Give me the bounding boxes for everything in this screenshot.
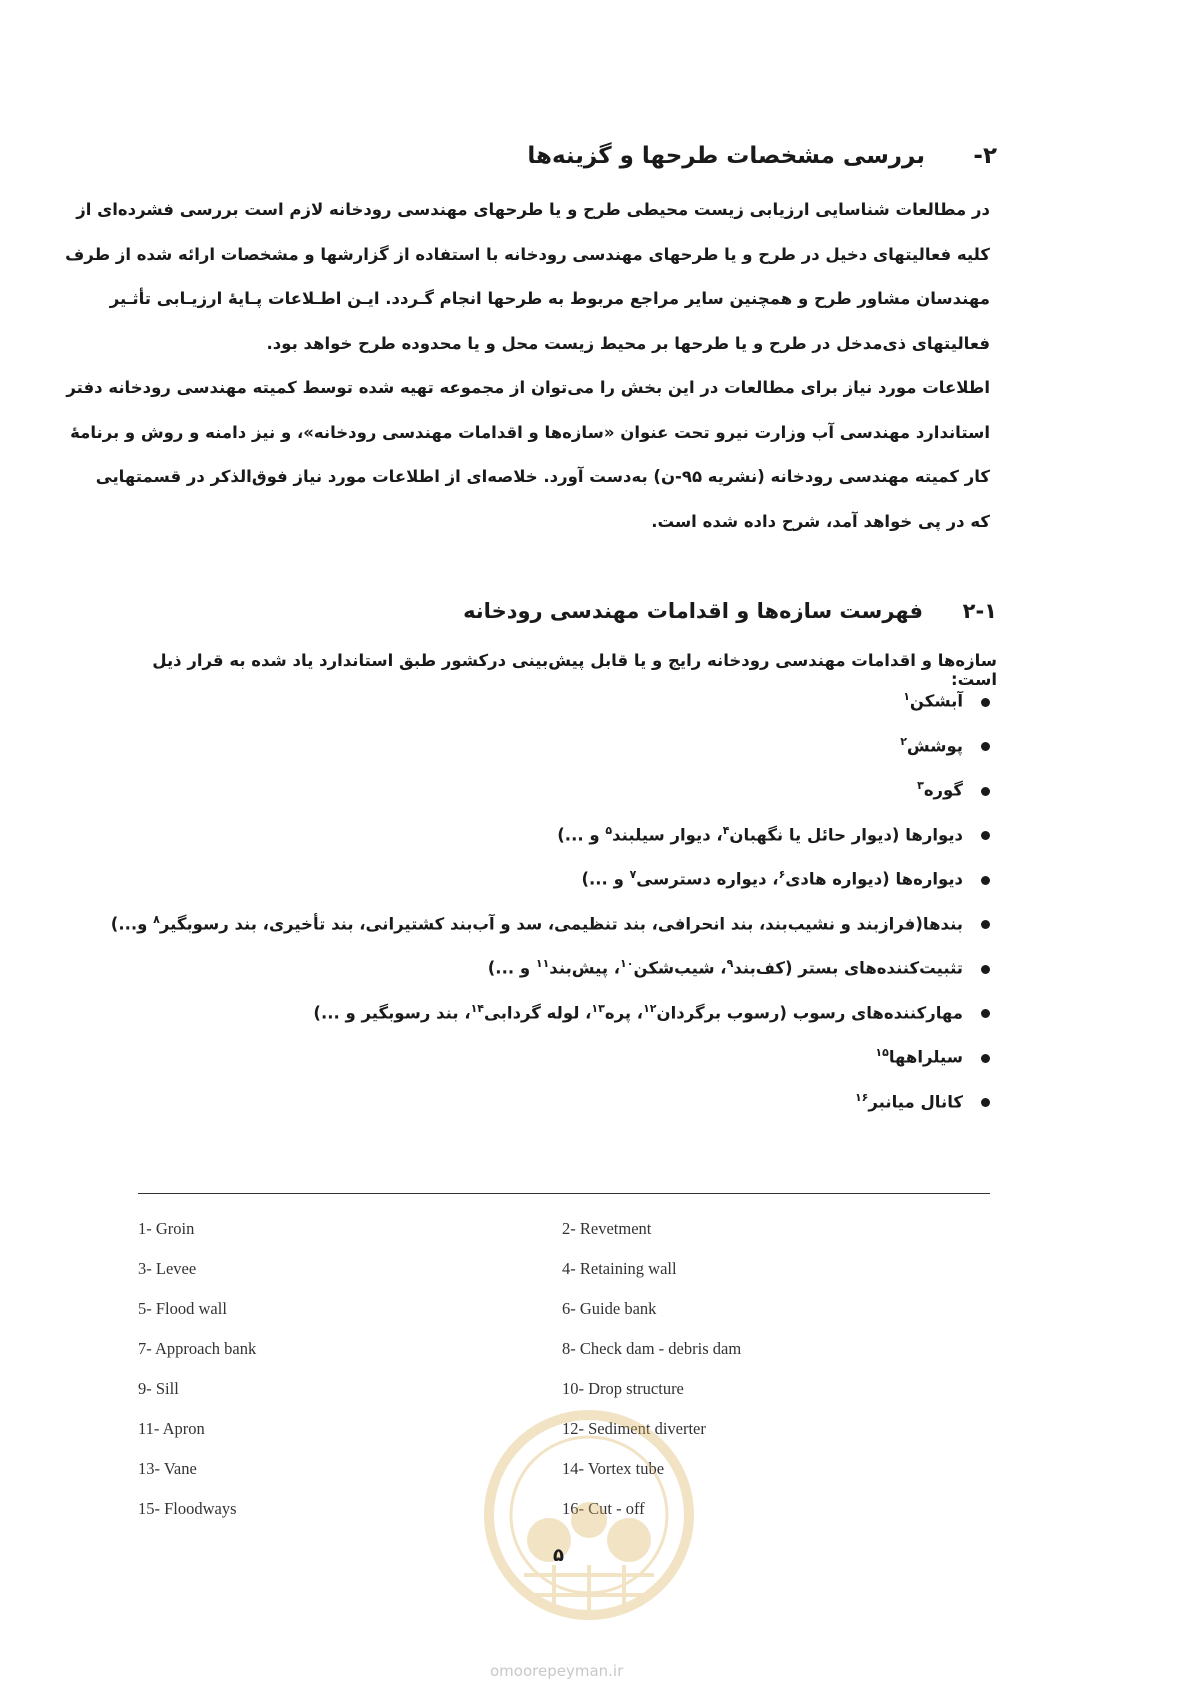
footnote: 14- Vortex tube [562, 1459, 665, 1478]
section-heading [197, 143, 997, 169]
bullet-icon [981, 831, 990, 840]
section-number: ۲- [973, 143, 997, 169]
paragraph-line: که در پی خواهد آمد، شرح داده شده است. [651, 511, 990, 531]
page-number: ۵ [553, 1545, 564, 1566]
paragraph-line: استاندارد مهندسی آب وزارت نیرو تحت عنوان «سازه‌ها و اقدامات مهندسی رودخانه»، و نیز دامنه و روش و برنامهٔ [70, 422, 990, 442]
footnote-divider [138, 1193, 990, 1194]
paragraph-line: کار کمیته مهندسی رودخانه (نشریه ۹۵-ن) به‌دست آورد. خلاصه‌ای از اطلاعات مورد نیاز فوق‌الذکر در قسمتهایی [95, 467, 990, 486]
footnote: 16- Cut - off [562, 1499, 645, 1518]
paragraph-line: فعالیتهای ذی‌مدخل در طرح و یا طرحها بر محیط زیست محل و یا محدوده طرح خواهد بود. [266, 333, 990, 353]
footnote: 12- Sediment diverter [562, 1419, 706, 1438]
list-item: مهارکننده‌های رسوب (رسوب برگردان$^{۱۲}$، پره$^{۱۳}$، لوله گردابی$^{۱۴}$، بند رسوبگیر و ...) [90, 1002, 990, 1047]
footnote: 11- Apron [138, 1419, 205, 1438]
footnote: 9- Sill [138, 1379, 179, 1398]
bullet-icon [981, 965, 990, 974]
footnote: 3- Levee [138, 1259, 197, 1278]
footnote: 2- Revetment [562, 1219, 652, 1238]
list-item: آبشکن$^۱$ [90, 690, 990, 735]
list-item: دیوارها (دیوار حائل یا نگهبان$^۴$، دیوار سیلبند$^۵$ و ...) [90, 824, 990, 869]
bullet-icon [981, 920, 990, 929]
bullet-icon [981, 1054, 990, 1063]
subsection-heading [197, 599, 997, 623]
paragraph-line: در مطالعات شناسایی ارزیابی زیست محیطی طرح و یا طرحهای مهندسی رودخانه لازم است بررسی فشرده‌ای از [76, 200, 990, 219]
footnote: 6- Guide bank [562, 1299, 657, 1318]
footnote-row [138, 1219, 990, 1259]
subsection-number: ۲-۱ [962, 599, 997, 623]
list-item: کانال میانبر$^{۱۶}$ [90, 1091, 990, 1136]
bullet-icon [981, 876, 990, 885]
bullet-icon [981, 698, 990, 707]
footnote: 13- Vane [138, 1459, 197, 1478]
list-item: دیواره‌ها (دیواره هادی$^۶$، دیواره دسترسی$^۷$ و ...) [90, 868, 990, 913]
footnote-row [138, 1339, 990, 1379]
footnote-row [138, 1299, 990, 1339]
section-title: بررسی مشخصات طرحها و گزینه‌ها [527, 143, 925, 169]
list-item: تثبیت‌کننده‌های بستر (کف‌بند$^۹$، شیب‌شکن$^{۱۰}$، پیش‌بند$^{۱۱}$ و ...) [90, 957, 990, 1002]
paragraph-line: اطلاعات مورد نیاز برای مطالعات در این بخش را می‌توان از مجموعه تهیه شده توسط کمیته مهندسی رودخانه دفتر [66, 378, 990, 397]
bullet-icon [981, 1098, 990, 1107]
footnote: 8- Check dam - debris dam [562, 1339, 742, 1358]
paragraph-line: مهندسان مشاور طرح و همچنین سایر مراجع مربوط به طرحها انجام گـردد. ایـن اطـلاعات پـایهٔ ارزیـابی تأثـیر [109, 289, 990, 308]
paragraph-line: کلیه فعالیتهای دخیل در طرح و یا طرحهای مهندسی رودخانه با استفاده از گزارشها و مشخصات ارائه شده از طرف [65, 244, 990, 264]
footnote: 4- Retaining wall [562, 1259, 677, 1278]
bullet-icon [981, 1009, 990, 1018]
bullet-icon [981, 742, 990, 751]
footnote: 15- Floodways [138, 1499, 237, 1518]
footnote-row [138, 1259, 990, 1299]
bullet-icon [981, 787, 990, 796]
structures-list [90, 690, 990, 1135]
list-item: گوره$^۳$ [90, 779, 990, 824]
list-item: پوشش$^۲$ [90, 735, 990, 780]
list-item: سیلراهها$^{۱۵}$ [90, 1046, 990, 1091]
subsection-title: فهرست سازه‌ها و اقدامات مهندسی رودخانه [463, 599, 923, 623]
section-paragraph [65, 188, 990, 544]
website-watermark: omoorepeyman.ir [490, 1662, 624, 1680]
watermark-logo-icon [474, 1400, 704, 1630]
footnote: 1- Groin [138, 1219, 195, 1238]
footnote: 7- Approach bank [138, 1339, 257, 1358]
list-item: بندها(فرازبند و نشیب‌بند، بند انحرافی، بند تنظیمی، سد و آب‌بند کشتیرانی، بند تأخیری، بند رسوبگیر$^۸$ و...) [90, 913, 990, 958]
footnote: 5- Flood wall [138, 1299, 227, 1318]
footnote: 10- Drop structure [562, 1379, 684, 1398]
list-intro: سازه‌ها و اقدامات مهندسی رودخانه رایج و یا قابل پیش‌بینی درکشور طبق استاندارد یاد شده به قرار ذیل است: [152, 651, 997, 689]
